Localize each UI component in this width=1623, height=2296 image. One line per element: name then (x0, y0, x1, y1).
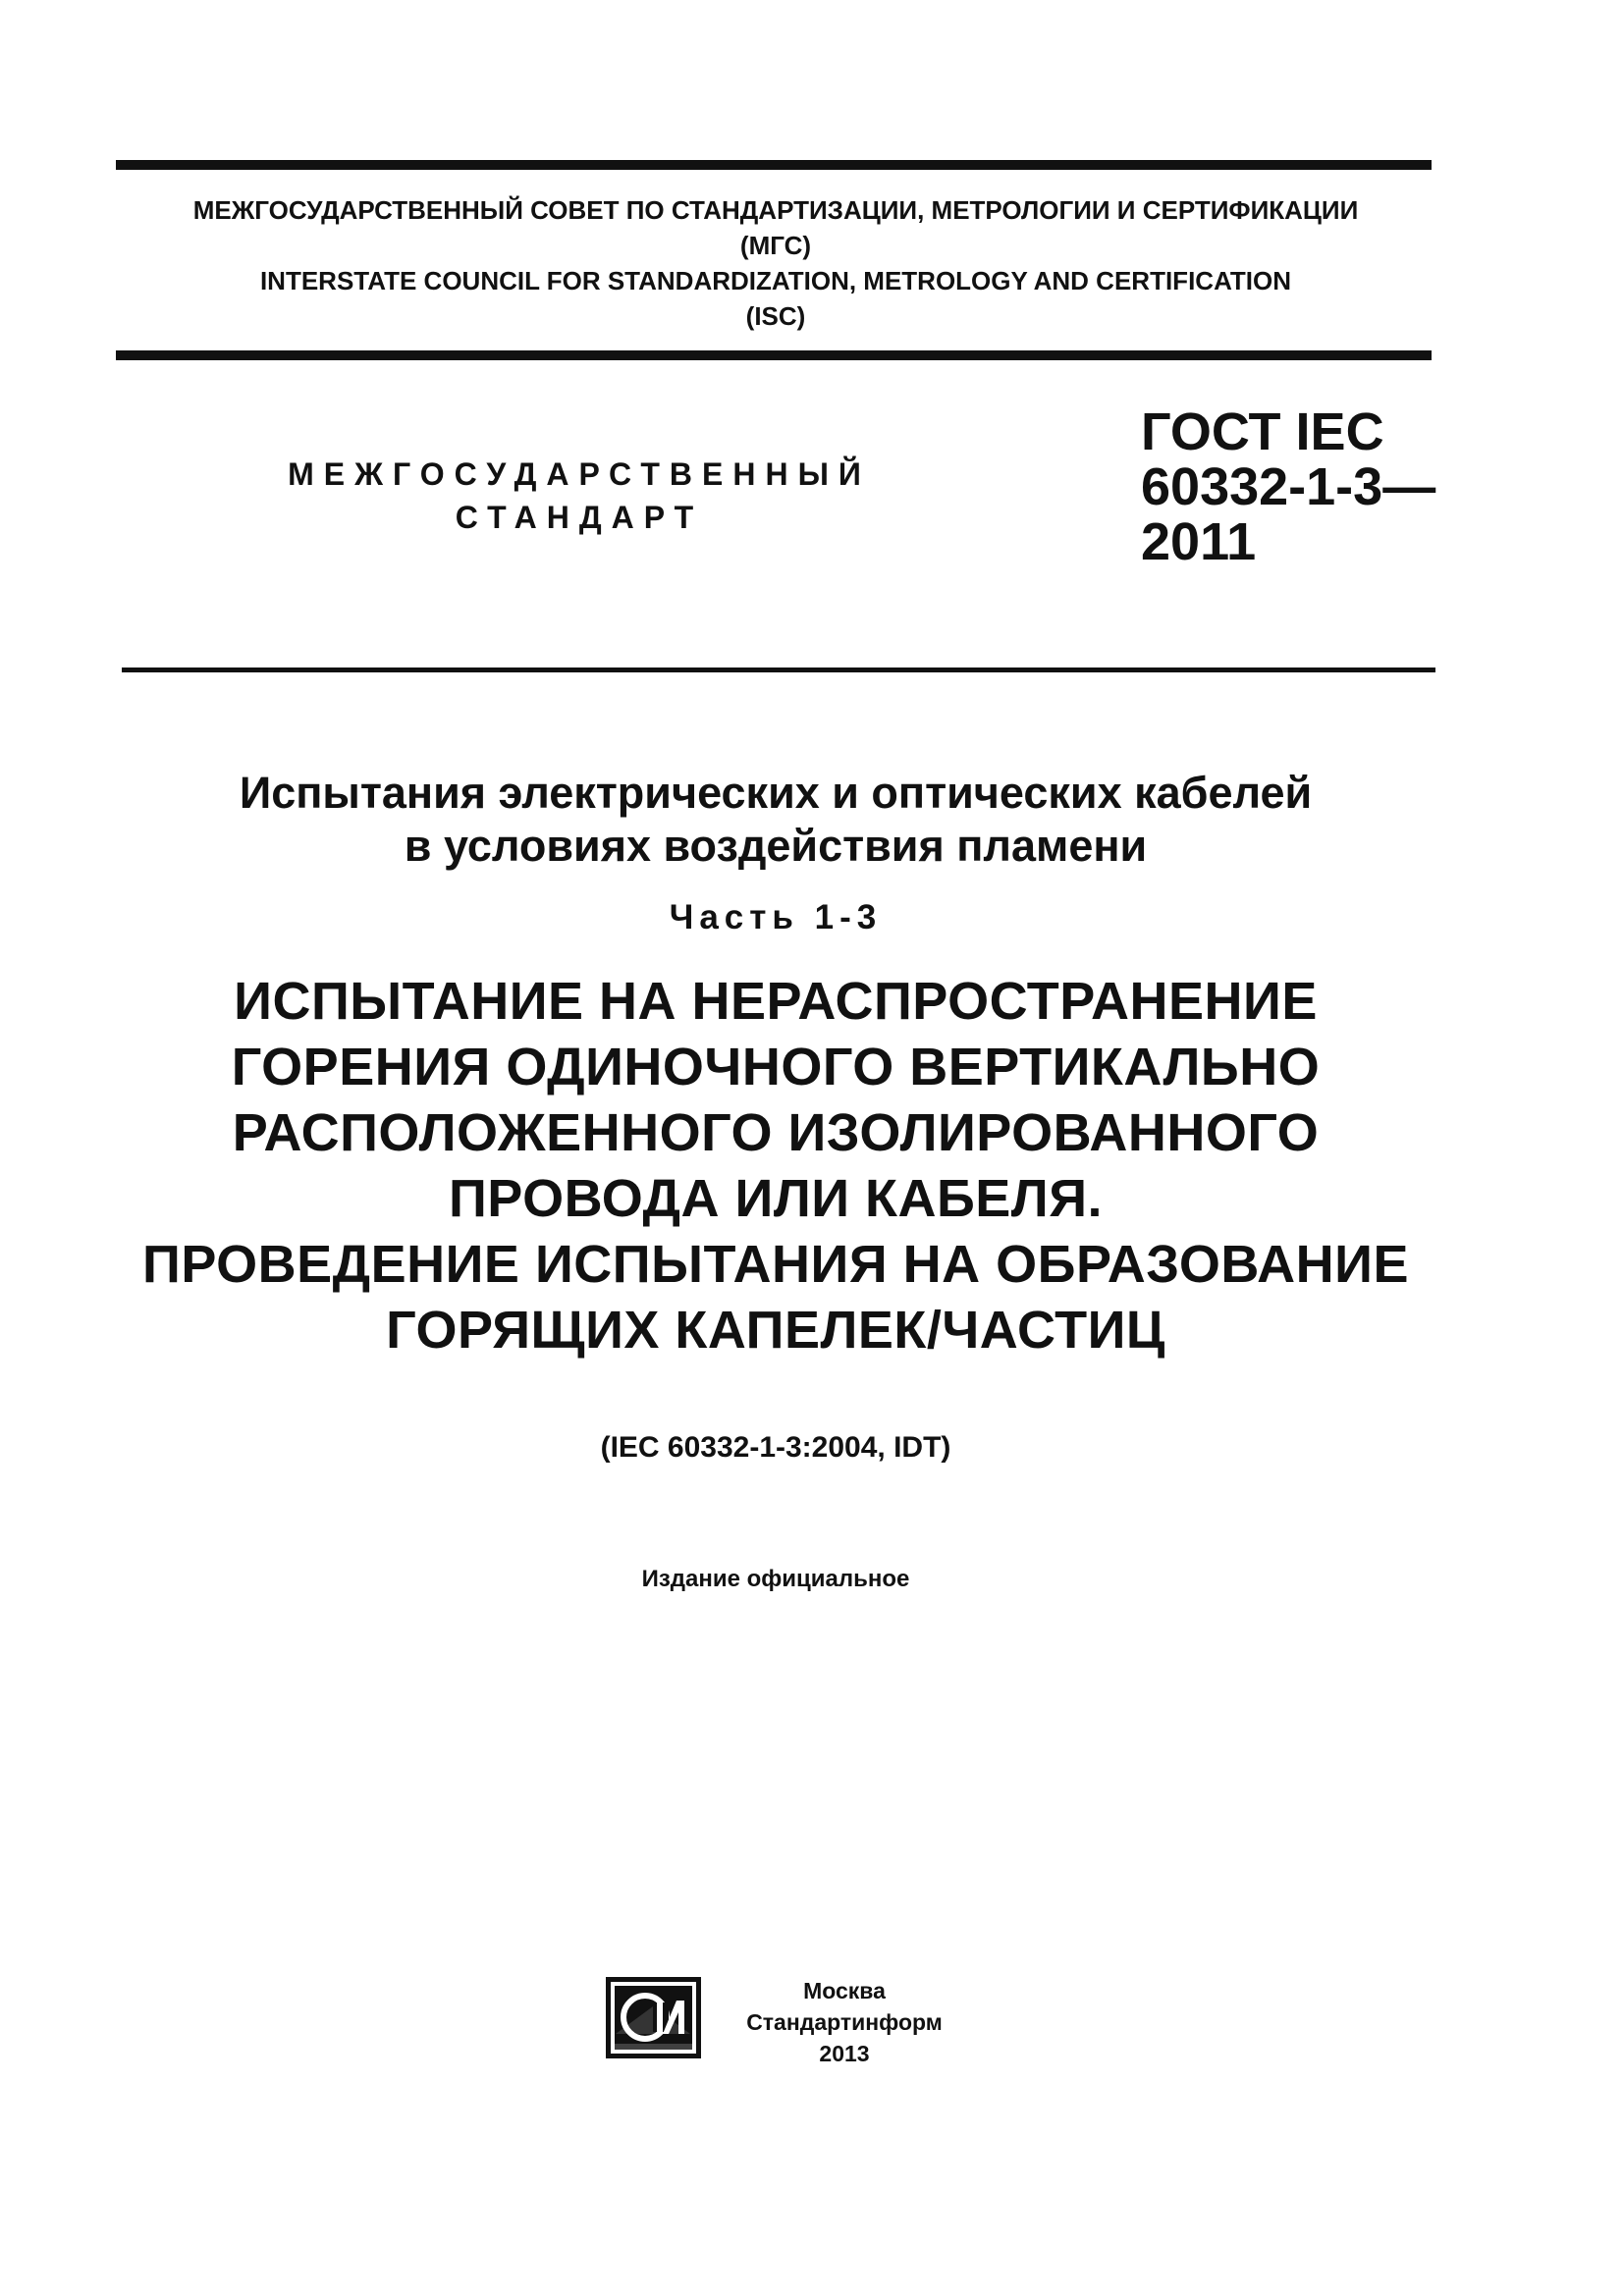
publisher-year: 2013 (819, 2041, 870, 2066)
subtitle-line: ПРОВОДА ИЛИ КАБЕЛЯ. (448, 1169, 1104, 1228)
document-title-line1: Испытания электрических и оптических кабелей (239, 768, 1313, 818)
standard-code-line2: 60332-1-3— (1141, 457, 1436, 516)
subtitle-line: ПРОВЕДЕНИЕ ИСПЫТАНИЯ НА ОБРАЗОВАНИЕ (142, 1235, 1409, 1294)
council-ru: МЕЖГОСУДАРСТВЕННЫЙ СОВЕТ ПО СТАНДАРТИЗАЦИИ, МЕТРОЛОГИИ И СЕРТИФИКАЦИИ (192, 195, 1359, 225)
document-title-line2: в условиях воздействия пламени (404, 821, 1148, 871)
council-ru-abbr: (МГС) (739, 231, 812, 260)
document-part: Часть 1-3 (669, 898, 883, 936)
council-en: INTERSTATE COUNCIL FOR STANDARDIZATION, METROLOGY AND CERTIFICATION (259, 266, 1292, 295)
standard-type (236, 453, 923, 539)
publisher-block (717, 1975, 972, 2069)
publisher-city: Москва (803, 1978, 886, 2003)
edition-label: Издание официальное (641, 1566, 910, 1592)
standartinform-logo-icon (606, 1977, 701, 2058)
top-rule (116, 160, 1432, 170)
standard-type-line1: МЕЖГОСУДАРСТВЕННЫЙ (288, 456, 871, 492)
standard-code-line3: 2011 (1141, 512, 1257, 571)
standard-type-line2: СТАНДАРТ (455, 500, 704, 535)
iec-reference: (IEC 60332-1-3:2004, IDT) (600, 1431, 951, 1464)
standard-code (1141, 404, 1435, 569)
subtitle-line: ГОРЯЩИХ КАПЕЛЕК/ЧАСТИЦ (386, 1301, 1165, 1360)
standard-divider-rule (122, 667, 1435, 672)
document-subtitle (118, 969, 1434, 1363)
document-title (118, 767, 1434, 873)
subtitle-line: ГОРЕНИЯ ОДИНОЧНОГО ВЕРТИКАЛЬНО (231, 1038, 1321, 1096)
header-bottom-rule (116, 350, 1432, 360)
council-header (118, 192, 1434, 334)
subtitle-line: РАСПОЛОЖЕННОГО ИЗОЛИРОВАННОГО (232, 1103, 1320, 1162)
subtitle-line: ИСПЫТАНИЕ НА НЕРАСПРОСТРАНЕНИЕ (234, 972, 1318, 1031)
council-en-abbr: (ISC) (745, 301, 806, 331)
standard-code-line1: ГОСТ IEC (1141, 402, 1384, 461)
publisher-name: Стандартинформ (746, 2009, 943, 2035)
